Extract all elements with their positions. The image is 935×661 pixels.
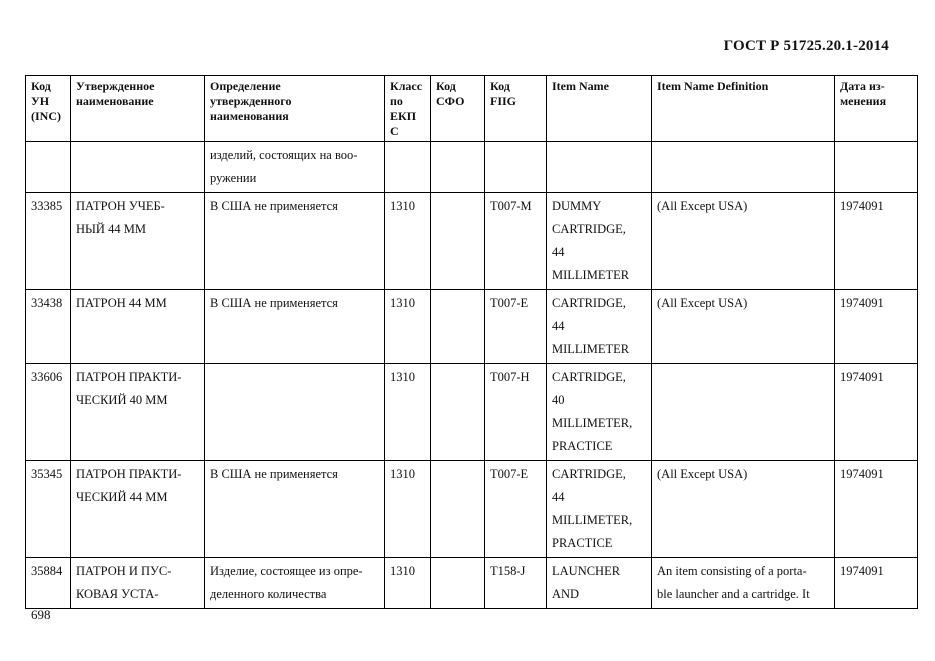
cell-item-name-definition: [652, 193, 835, 290]
header-row: [26, 76, 918, 142]
table-row: [26, 142, 918, 193]
cell-inc: [26, 193, 71, 290]
table-row: [26, 558, 918, 609]
cell-inc: [26, 364, 71, 461]
cell-text: 33385: [31, 199, 63, 213]
cell-class: [385, 558, 431, 609]
cell-definition: [205, 193, 385, 290]
cell-approved-name: [71, 290, 205, 364]
page-number: 698: [31, 607, 51, 622]
col-header-fiig: Код FIIG: [485, 76, 547, 142]
cell-item-name: [547, 461, 652, 558]
cell-sfo: [431, 364, 485, 461]
cell-text: 1310: [390, 370, 415, 384]
cell-change-date: [835, 142, 918, 193]
cell-inc: [26, 558, 71, 609]
cell-change-date: [835, 193, 918, 290]
cell-text: В США не применяется: [210, 199, 338, 213]
cell-fiig: [485, 290, 547, 364]
cell-text: В США не применяется: [210, 467, 338, 481]
cell-sfo: [431, 290, 485, 364]
col-header-sfo: Код СФО: [431, 76, 485, 142]
cell-text: 1974091: [840, 564, 884, 578]
cell-inc: [26, 461, 71, 558]
cell-fiig: [485, 461, 547, 558]
cell-change-date: [835, 290, 918, 364]
cell-change-date: [835, 364, 918, 461]
cell-text: T007-H: [490, 370, 530, 384]
cell-approved-name: [71, 142, 205, 193]
catalog-table: [25, 75, 918, 609]
cell-text: 35884: [31, 564, 63, 578]
col-header-definition: Определение утвержденного наименования: [205, 76, 385, 142]
cell-definition: [205, 558, 385, 609]
cell-text: 33606: [31, 370, 63, 384]
cell-text: T007-E: [490, 467, 529, 481]
table-body: [26, 142, 918, 609]
cell-fiig: [485, 142, 547, 193]
cell-text: 1974091: [840, 199, 884, 213]
cell-item-name: [547, 290, 652, 364]
cell-definition: [205, 142, 385, 193]
table-row: [26, 364, 918, 461]
cell-definition: [205, 364, 385, 461]
cell-text: LAUNCHER AND: [552, 564, 621, 601]
standard-code: ГОСТ Р 51725.20.1-2014: [723, 38, 889, 54]
cell-class: [385, 142, 431, 193]
cell-text: ПАТРОН ПРАКТИ- ЧЕСКИЙ 44 ММ: [76, 467, 182, 504]
cell-class: [385, 290, 431, 364]
cell-text: (All Except USA): [657, 296, 748, 310]
cell-text: ПАТРОН И ПУС- КОВАЯ УСТА-: [76, 564, 172, 601]
cell-text: 1974091: [840, 370, 884, 384]
cell-text: (All Except USA): [657, 199, 748, 213]
cell-definition: [205, 461, 385, 558]
cell-text: An item consisting of a porta- ble launcher and a cartridge. It: [657, 564, 810, 601]
cell-text: ПАТРОН 44 ММ: [76, 296, 167, 310]
col-header-inc: Код УН (INC): [26, 76, 71, 142]
cell-fiig: [485, 193, 547, 290]
cell-text: В США не применяется: [210, 296, 338, 310]
cell-item-name: [547, 193, 652, 290]
cell-text: T007-E: [490, 296, 529, 310]
cell-approved-name: [71, 461, 205, 558]
cell-text: 1310: [390, 564, 415, 578]
cell-item-name-definition: [652, 142, 835, 193]
cell-change-date: [835, 558, 918, 609]
table-row: [26, 290, 918, 364]
cell-text: DUMMY CARTRIDGE, 44 MILLIMETER: [552, 199, 630, 282]
col-header-approved-name: Утвержденное наименование: [71, 76, 205, 142]
col-header-item-name-definition: Item Name Definition: [652, 76, 835, 142]
cell-item-name: [547, 558, 652, 609]
cell-text: 1310: [390, 467, 415, 481]
cell-change-date: [835, 461, 918, 558]
cell-text: 1310: [390, 199, 415, 213]
cell-sfo: [431, 193, 485, 290]
cell-item-name-definition: [652, 364, 835, 461]
cell-definition: [205, 290, 385, 364]
cell-item-name: [547, 142, 652, 193]
cell-approved-name: [71, 193, 205, 290]
cell-text: 1310: [390, 296, 415, 310]
cell-text: 35345: [31, 467, 63, 481]
cell-approved-name: [71, 364, 205, 461]
cell-inc: [26, 290, 71, 364]
cell-text: CARTRIDGE, 44 MILLIMETER, PRACTICE: [552, 467, 633, 550]
cell-sfo: [431, 461, 485, 558]
cell-class: [385, 461, 431, 558]
col-header-item-name: Item Name: [547, 76, 652, 142]
cell-class: [385, 193, 431, 290]
cell-text: ПАТРОН ПРАКТИ- ЧЕСКИЙ 40 ММ: [76, 370, 182, 407]
cell-text: T007-M: [490, 199, 532, 213]
cell-item-name-definition: [652, 290, 835, 364]
table-row: [26, 193, 918, 290]
cell-text: 1974091: [840, 296, 884, 310]
table-row: [26, 461, 918, 558]
cell-inc: [26, 142, 71, 193]
cell-text: 1974091: [840, 467, 884, 481]
cell-item-name: [547, 364, 652, 461]
cell-item-name-definition: [652, 558, 835, 609]
col-header-class: Класс по ЕКП С: [385, 76, 431, 142]
cell-text: ПАТРОН УЧЕБ- НЫЙ 44 ММ: [76, 199, 165, 236]
cell-sfo: [431, 142, 485, 193]
cell-text: T158-J: [490, 564, 526, 578]
col-header-change-date: Дата из- менения: [835, 76, 918, 142]
cell-fiig: [485, 558, 547, 609]
cell-text: Изделие, состоящее из опре- деленного количества: [210, 564, 363, 601]
cell-class: [385, 364, 431, 461]
cell-text: CARTRIDGE, 44 MILLIMETER: [552, 296, 630, 356]
cell-text: изделий, состоящих на воо- ружении: [210, 148, 358, 185]
cell-text: (All Except USA): [657, 467, 748, 481]
cell-text: CARTRIDGE, 40 MILLIMETER, PRACTICE: [552, 370, 633, 453]
cell-text: 33438: [31, 296, 63, 310]
cell-approved-name: [71, 558, 205, 609]
cell-sfo: [431, 558, 485, 609]
cell-fiig: [485, 364, 547, 461]
cell-item-name-definition: [652, 461, 835, 558]
